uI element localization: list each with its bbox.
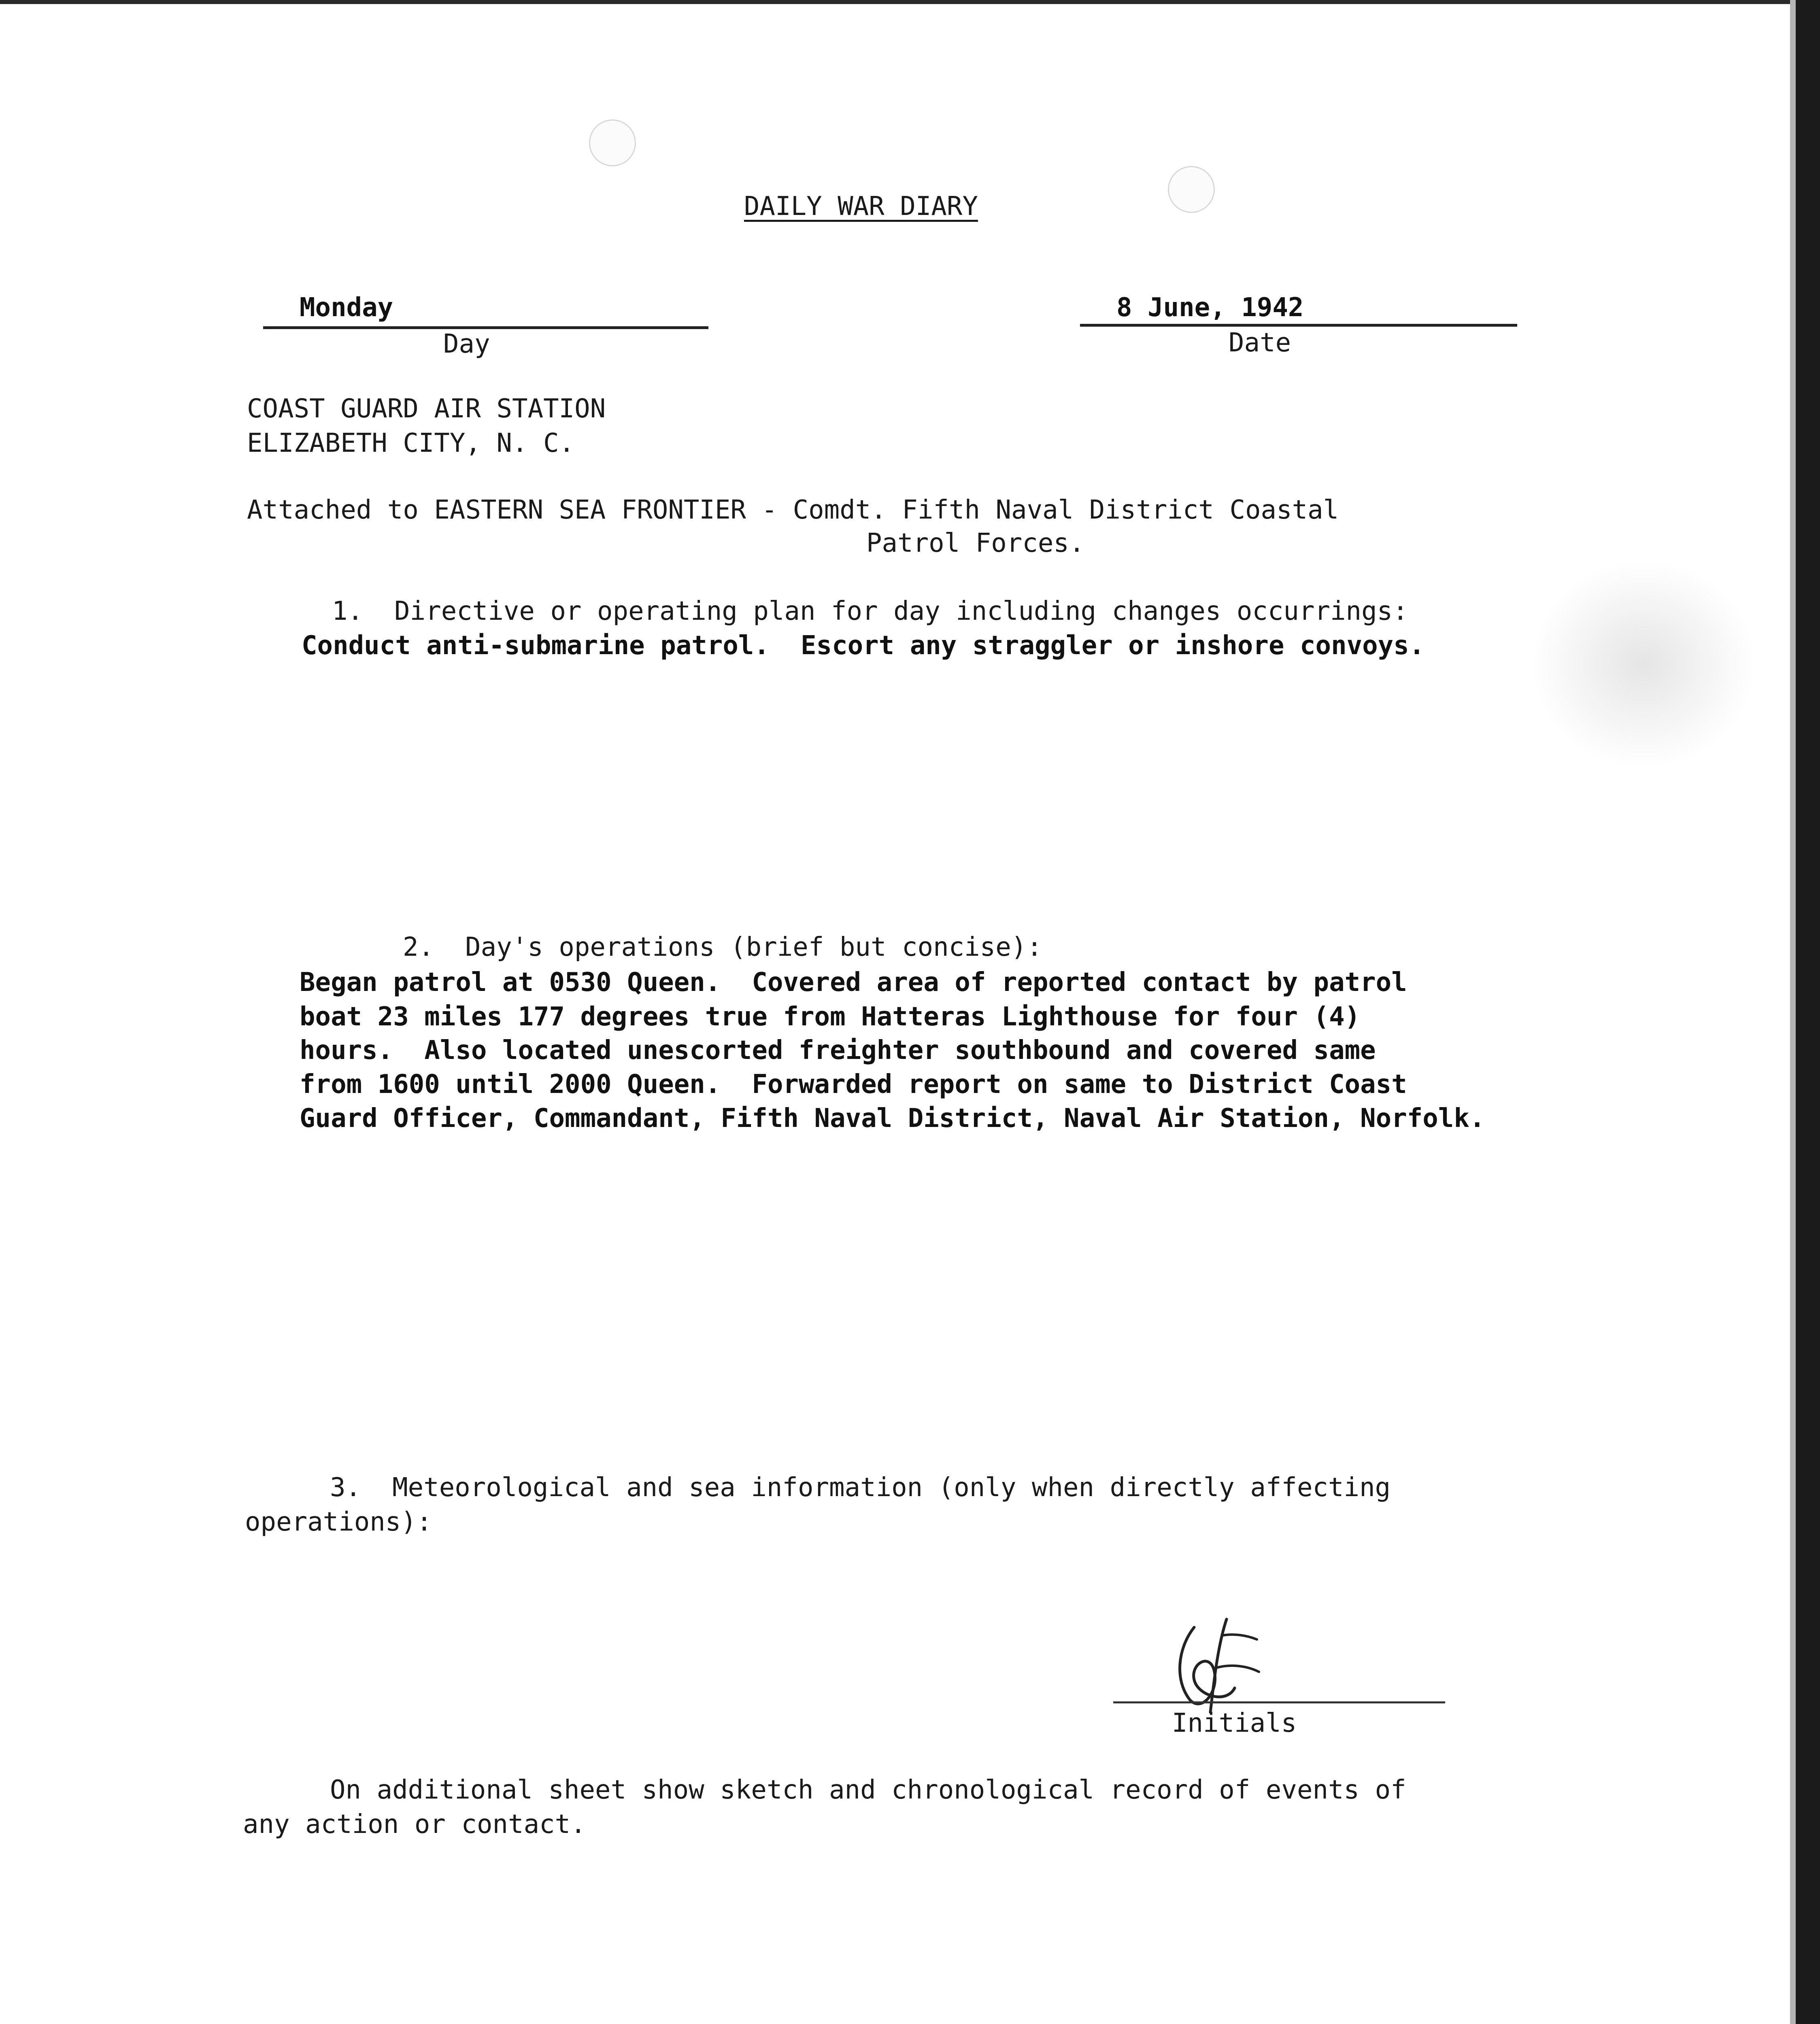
section-2-line: boat 23 miles 177 degrees true from Hatteras Lighthouse for four (4) xyxy=(300,1002,1361,1032)
day-caption: Day xyxy=(443,329,490,359)
initials-caption: Initials xyxy=(1172,1708,1297,1738)
attached-line-1: Attached to EASTERN SEA FRONTIER - Comdt. Fifth Naval District Coastal xyxy=(247,495,1339,525)
document-title: DAILY WAR DIARY xyxy=(744,191,978,221)
scan-right-edge xyxy=(1796,0,1820,2024)
section-3-line-2: operations): xyxy=(245,1507,432,1537)
section-3-line-1: 3. Meteorological and sea information (only when directly affecting xyxy=(330,1473,1391,1503)
section-1-heading: 1. Directive or operating plan for day including changes occurrings: xyxy=(332,596,1408,626)
section-2-line: Guard Officer, Commandant, Fifth Naval District, Naval Air Station, Norfolk. xyxy=(300,1103,1485,1133)
punch-hole-left xyxy=(589,119,636,166)
footer-line-1: On additional sheet show sketch and chronological record of events of xyxy=(330,1775,1406,1805)
attached-line-2: Patrol Forces. xyxy=(866,528,1085,558)
footer-line-2: any action or contact. xyxy=(243,1809,586,1839)
handwritten-initials-signature xyxy=(1166,1611,1271,1724)
station-name: COAST GUARD AIR STATION xyxy=(247,394,606,424)
section-2-line: Began patrol at 0530 Queen. Covered area of reported contact by patrol xyxy=(300,967,1407,997)
section-2-line: hours. Also located unescorted freighter southbound and covered same xyxy=(300,1035,1376,1065)
scan-edge-shadow xyxy=(1790,0,1796,2024)
section-2-heading: 2. Day's operations (brief but concise): xyxy=(403,932,1042,962)
punch-hole-right xyxy=(1168,166,1215,213)
section-2-line: from 1600 until 2000 Queen. Forwarded report on same to District Coast xyxy=(300,1069,1407,1099)
date-caption: Date xyxy=(1229,328,1291,358)
section-1-body: Conduct anti-submarine patrol. Escort any straggler or inshore convoys. xyxy=(302,631,1425,661)
day-value: Monday xyxy=(300,293,393,323)
day-rule xyxy=(263,326,708,329)
date-value: 8 June, 1942 xyxy=(1116,293,1304,323)
date-rule xyxy=(1080,324,1517,327)
station-location: ELIZABETH CITY, N. C. xyxy=(247,428,575,458)
ink-smudge xyxy=(1530,559,1757,769)
scan-top-edge xyxy=(0,0,1796,4)
initials-rule xyxy=(1113,1701,1445,1703)
